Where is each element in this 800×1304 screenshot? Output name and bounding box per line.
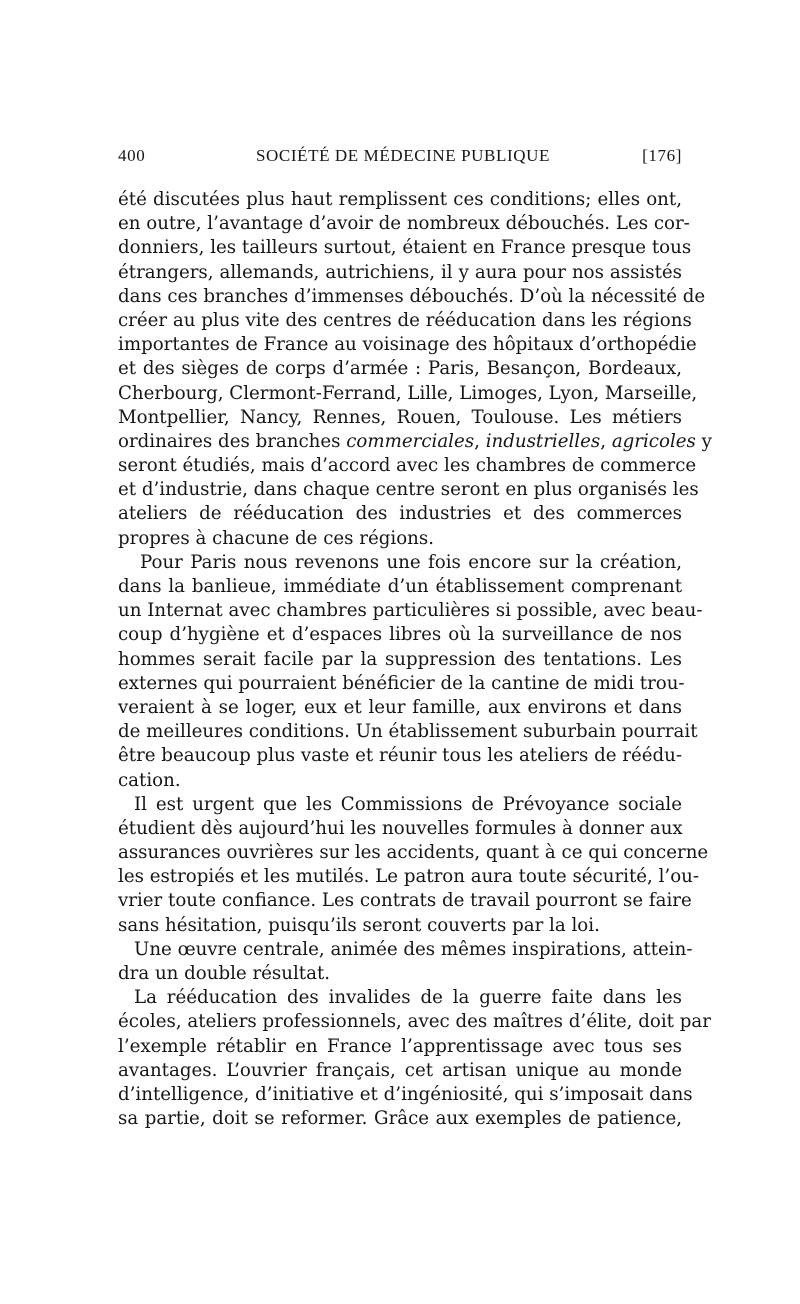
text-line: propres à chacune de ces régions. [118, 527, 434, 549]
text-line: créer au plus vite des centres de rééducation dans les régions [118, 309, 692, 331]
running-head [118, 146, 682, 172]
text-line: Pour Paris nous revenons une fois encore sur la création, [140, 551, 682, 573]
text-line: assurances ouvrières sur les accidents, quant à ce qui concerne [118, 842, 709, 864]
text-run: y [695, 430, 712, 452]
text-line: Cherbourg, Clermont-Ferrand, Lille, Limoges, Lyon, Marseille, [118, 382, 698, 404]
text-line: importantes de France au voisinage des hôpitaux d’orthopédie [118, 334, 697, 356]
text-line: sans hésitation, puisqu’ils seront couverts par la loi. [118, 914, 600, 936]
text-line: l’exemple rétablir en France l’apprentissage avec tous ses [118, 1035, 682, 1057]
italic-term-commerciales: commerciales [346, 430, 475, 452]
text-line: sa partie, doit se reformer. Grâce aux exemples de patience, [118, 1108, 682, 1130]
text-line-with-italics [118, 430, 712, 454]
text-line: étudient dès aujourd’hui les nouvelles formules à donner aux [118, 817, 683, 839]
page-number: 400 [118, 146, 146, 165]
original-page-number: [176] [642, 146, 682, 165]
text-line: dra un double résultat. [118, 963, 331, 984]
italic-term-agricoles: agricoles [611, 430, 696, 452]
journal-title: SOCIÉTÉ DE MÉDECINE PUBLIQUE [256, 146, 550, 165]
text-line: écoles, ateliers professionnels, avec des maîtres d’élite, doit par [118, 1011, 711, 1033]
text-line: avantages. L’ouvrier français, cet artisan unique au monde [118, 1059, 682, 1081]
text-line: vrier toute confiance. Les contrats de travail pourront se faire [118, 890, 692, 912]
text-line: donniers, les tailleurs surtout, étaient en France presque tous [118, 237, 692, 259]
text-line: Montpellier, Nancy, Rennes, Rouen, Toulouse. Les métiers [118, 406, 682, 428]
text-line: et d’industrie, dans chaque centre seront en plus organisés les [118, 479, 699, 501]
text-line: étrangers, allemands, autrichiens, il y aura pour nos assistés [118, 261, 682, 283]
text-line: être beaucoup plus vaste et réunir tous les ateliers de réédu- [118, 745, 682, 767]
text-line: les estropiés et les mutilés. Le patron aura toute sécurité, l’ou- [118, 866, 699, 888]
text-line: de meilleures conditions. Un établissement suburbain pourrait [118, 721, 698, 743]
text-line: externes qui pourraient bénéficier de la cantine de midi trou- [118, 672, 685, 694]
text-line: Une œuvre centrale, animée des mêmes inspirations, attein- [134, 938, 693, 960]
text-line: coup d’hygiène et d’espaces libres où la surveillance de nos [118, 624, 682, 646]
text-line: d’intelligence, d’initiative et d’ingéniosité, qui s’imposait dans [118, 1083, 693, 1105]
text-line: cation. [118, 769, 181, 791]
text-line: un Internat avec chambres particulières si possible, avec beau- [118, 600, 703, 622]
text-run: , [600, 430, 612, 452]
text-line: La rééducation des invalides de la guerre faite dans les [134, 987, 682, 1009]
text-line: dans la banlieue, immédiate d’un établissement comprenant [118, 576, 682, 597]
text-line: veraient à se loger, eux et leur famille, aux environs et dans [118, 696, 682, 718]
text-line: seront étudiés, mais d’accord avec les chambres de commerce [118, 455, 697, 477]
text-line: et des sièges de corps d’armée : Paris, Besançon, Bordeaux, [118, 358, 682, 380]
body-text [118, 188, 712, 1131]
text-run: , [474, 430, 486, 452]
text-line: dans ces branches d’immenses débouchés. D’où la nécessité de [118, 285, 706, 307]
text-line: ateliers de rééducation des industries et des commerces [118, 503, 682, 525]
text-line: été discutées plus haut remplissent ces conditions; elles ont, [118, 189, 682, 210]
italic-term-industrielles: industrielles [485, 430, 601, 452]
text-run: ordinaires des branches [118, 430, 347, 452]
text-line: hommes serait facile par la suppression des tentations. Les [118, 648, 682, 670]
text-line: Il est urgent que les Commissions de Prévoyance sociale [134, 793, 682, 815]
text-line: en outre, l’avantage d’avoir de nombreux débouchés. Les cor- [118, 213, 690, 235]
